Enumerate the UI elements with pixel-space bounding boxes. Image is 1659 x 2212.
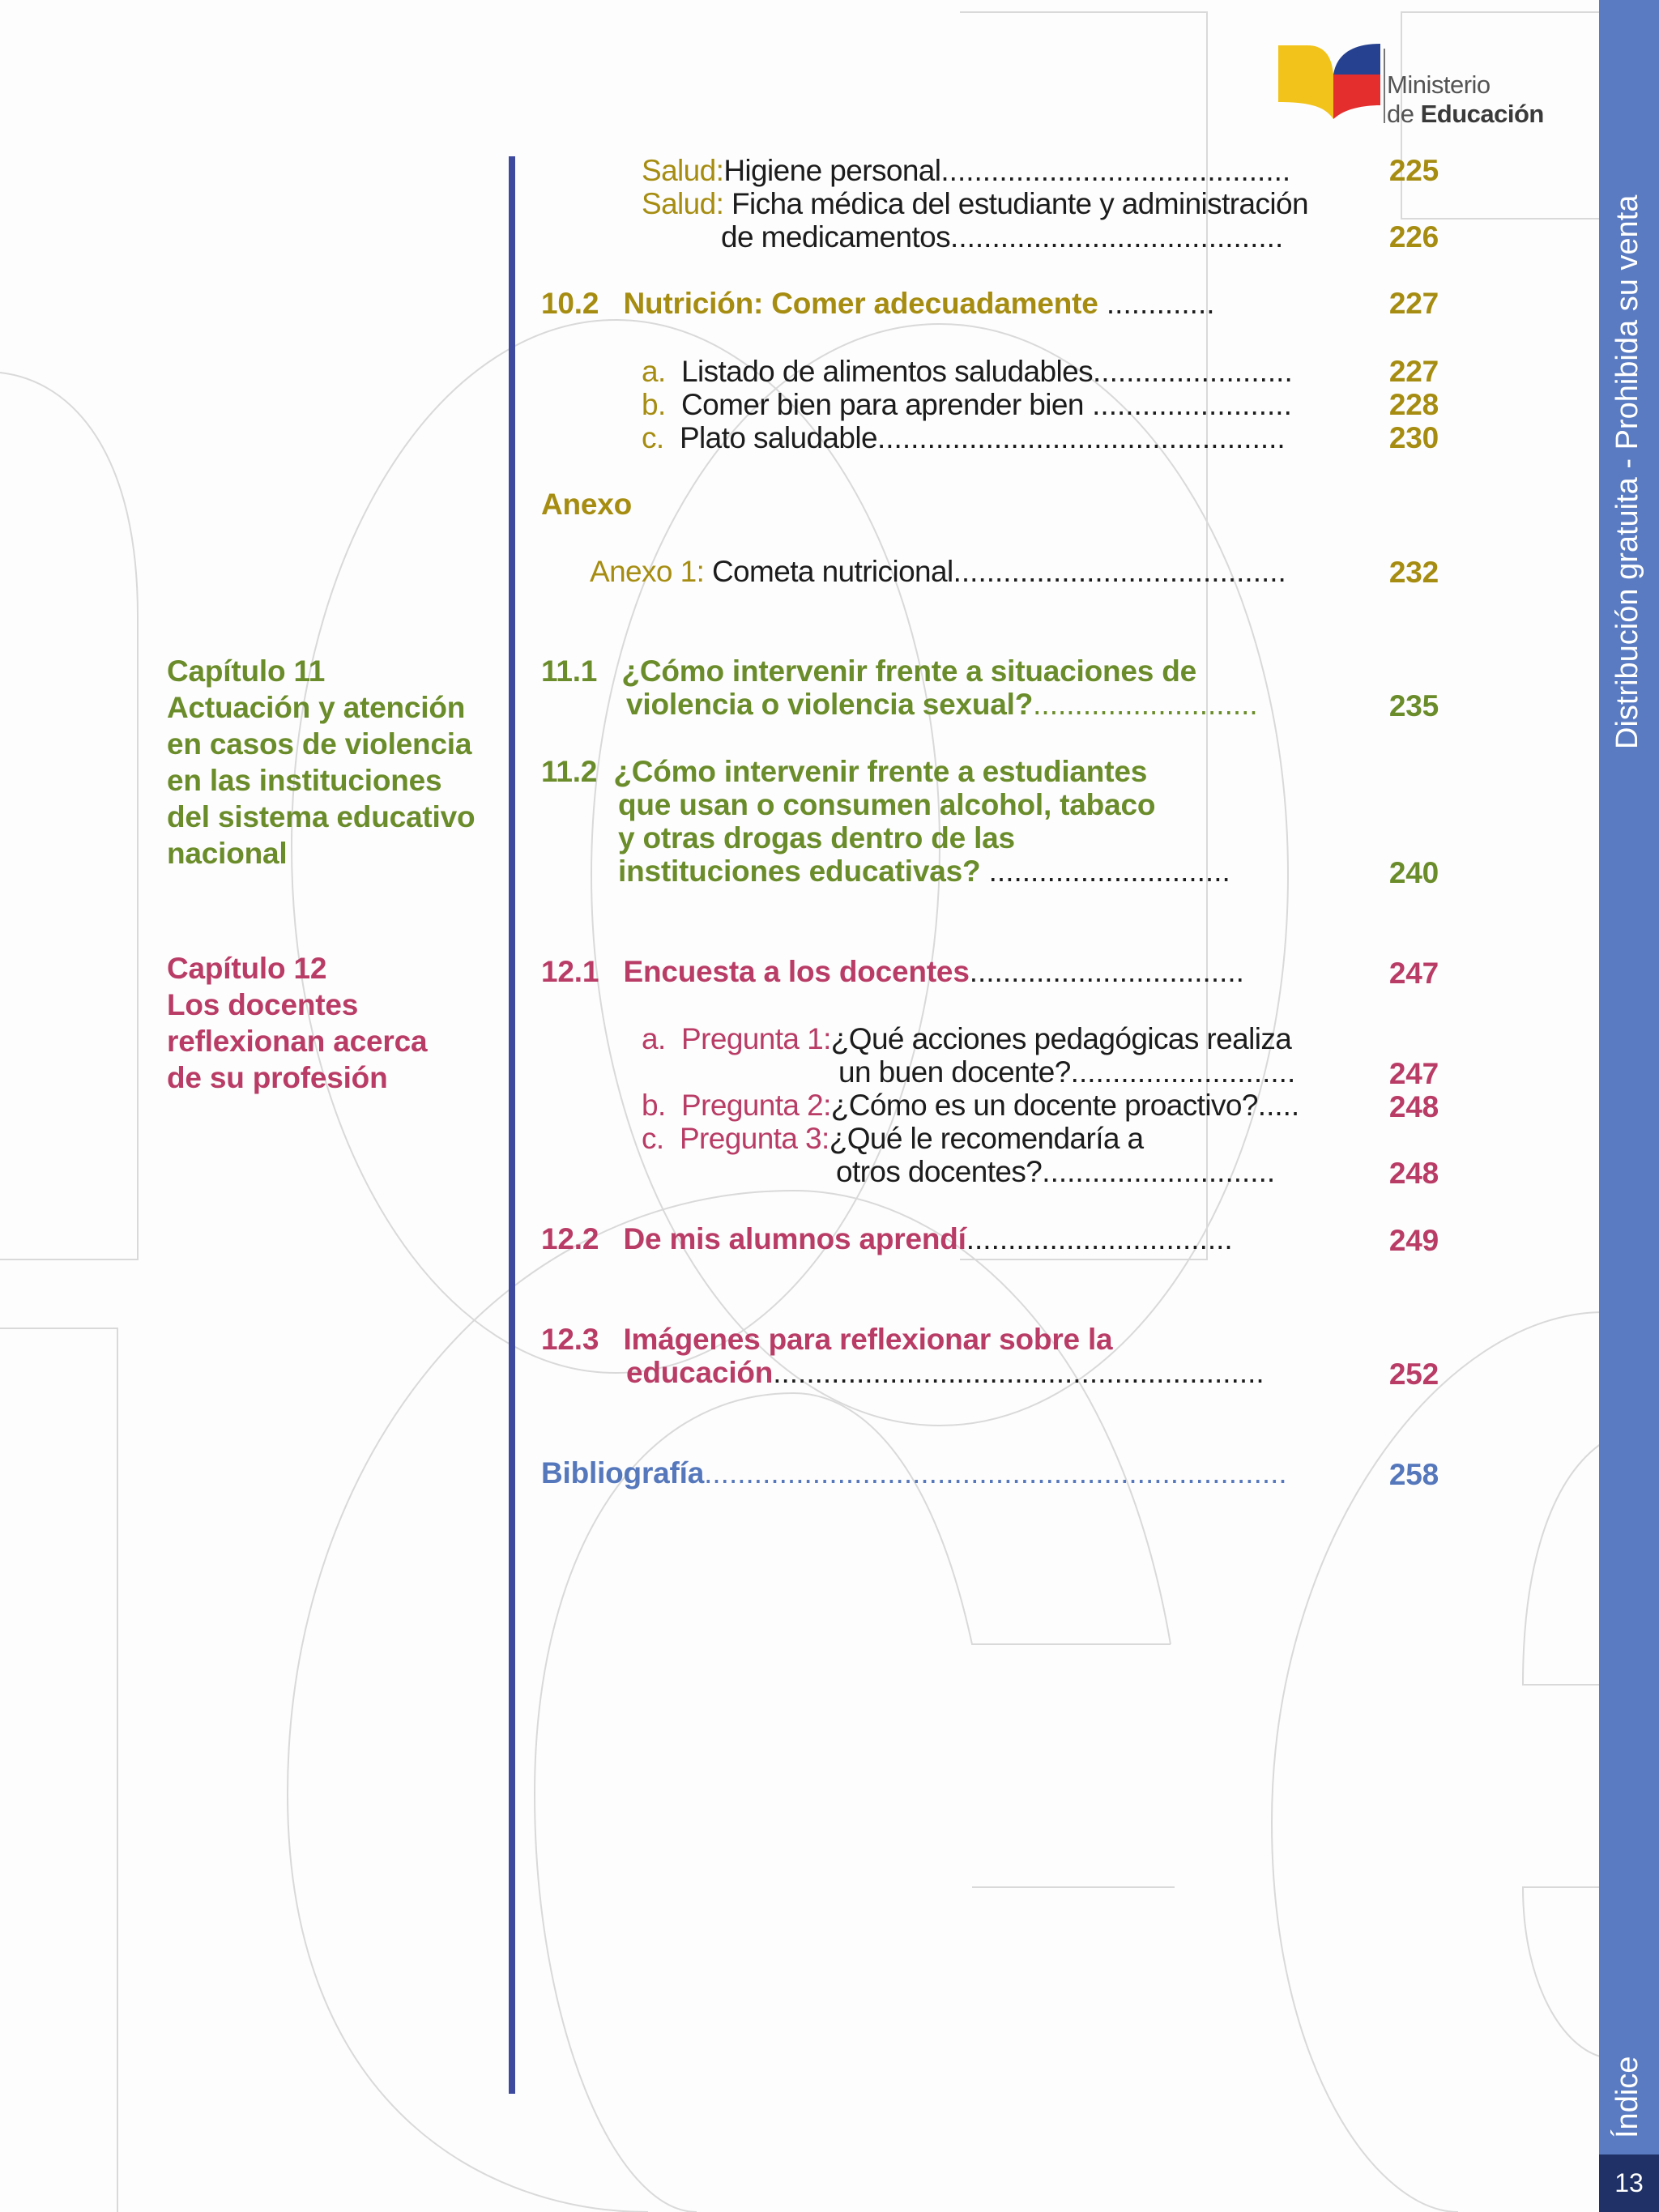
section-number: 10.2 [541,287,599,320]
toc-section-11-1-cont [626,688,1258,722]
section-title: Encuesta a los docentes [623,955,970,988]
entry-dots: ............................ [1042,1155,1276,1188]
toc-section-12-2[interactable] [541,1222,1233,1256]
toc-section-11-1[interactable] [541,654,1196,688]
entry-dots: ............................. [980,855,1230,888]
chapter-line: Los docentes [167,988,359,1021]
entry-letter: b. [642,388,666,421]
entry-text: ¿Qué acciones pedagógicas realiza [830,1022,1292,1055]
section-number: 11.1 [541,654,598,688]
toc-entry-plato-saludable[interactable] [642,421,1286,455]
entry-dots: ........................................ [953,555,1286,588]
entry-letter: b. [642,1089,666,1122]
logo-text [1387,70,1544,129]
page-ref-247b: 247 [1388,1057,1439,1090]
chapter-line: Actuación y atención [167,691,466,724]
entry-label: Pregunta 1: [681,1022,831,1055]
chapter-line: reflexionan acerca [167,1025,428,1058]
section-title: ¿Cómo intervenir frente a estudiantes [613,755,1148,788]
entry-letter: a. [642,1022,666,1055]
logo-divider-line [1384,49,1385,123]
section-title: Bibliografía [541,1456,705,1490]
toc-entry-pregunta-3-cont [836,1155,1275,1189]
toc-entry-pregunta-3[interactable] [642,1122,1144,1156]
entry-letter: c. [642,1122,664,1155]
page-ref-228: 228 [1388,388,1439,421]
entry-text: Higiene personal [723,154,941,187]
toc-entry-pregunta-1-cont [838,1055,1295,1089]
toc-entry-salud-ficha-cont [721,220,1283,254]
entry-dots: ........................................ [950,220,1284,254]
chapter-line: en las instituciones [167,764,442,797]
toc-section-12-3[interactable] [541,1323,1112,1357]
page-ref-258: 258 [1388,1458,1439,1491]
toc-entry-pregunta-2[interactable] [642,1089,1299,1123]
toc-section-10-2[interactable] [541,287,1215,321]
entry-dots: ........................... [1033,688,1258,721]
toc-section-11-2-line2: que usan o consumen alcohol, tabaco [618,788,1156,821]
page-ref-247: 247 [1388,957,1439,990]
page-ref-227: 227 [1388,287,1439,320]
page-number: 13 [1614,2168,1644,2197]
section-number: 12.1 [541,955,599,988]
chapter-11-title [167,653,475,872]
toc-section-12-3-cont [626,1356,1265,1390]
entry-dots: ..... [1257,1089,1300,1122]
page-ref-230: 230 [1388,421,1439,454]
toc-bibliografia[interactable] [541,1456,1287,1490]
section-number: 12.2 [541,1222,599,1255]
entry-dots: ........................ [1083,388,1292,421]
section-number: 11.2 [541,755,598,788]
toc-section-11-2-line3: y otras drogas dentro de las [618,821,1015,855]
section-number: 12.3 [541,1323,599,1356]
entry-dots: ............. [1098,287,1215,320]
entry-label: Pregunta 3: [679,1122,830,1155]
chapter-line: del sistema educativo [167,800,476,833]
logo-prefix: de [1387,100,1421,128]
entry-dots: ........................ [1093,355,1293,388]
entry-text: Plato saludable [679,421,877,454]
toc-section-11-2-line4 [618,855,1230,889]
chapter-line: nacional [167,837,288,870]
chapter-line: de su profesión [167,1061,388,1094]
entry-label: Pregunta 2: [681,1089,831,1122]
entry-dots: ........................................................... [773,1356,1265,1389]
page-ref-252: 252 [1388,1357,1439,1391]
entry-dots: ................................. [969,955,1244,988]
section-title: De mis alumnos aprendí [623,1222,966,1255]
chapter-line: Capítulo 11 [167,654,326,688]
entry-text: un buen docente? [838,1055,1071,1089]
section-title: ¿Cómo intervenir frente a situaciones de [621,654,1196,688]
chapter-line: Capítulo 12 [167,952,327,985]
page-ref-235: 235 [1388,689,1439,722]
entry-dots: ................................ [966,1222,1233,1255]
page-ref-225: 225 [1388,154,1439,187]
section-title: violencia o violencia sexual? [626,688,1034,721]
entry-text: ¿Cómo es un docente proactivo? [830,1089,1258,1122]
toc-entry-salud-ficha[interactable] [642,187,1308,221]
page-ref-248: 248 [1388,1090,1439,1123]
section-title: instituciones educativas? [618,855,981,888]
logo-line-educacion [1387,100,1544,129]
sidebar-section-label: Índice [1610,2056,1644,2138]
page-ref-240: 240 [1388,856,1439,889]
toc-entry-pregunta-1[interactable] [642,1022,1291,1056]
section-title: educación [626,1356,774,1389]
chapter-line: en casos de violencia [167,727,472,761]
entry-text: Comer bien para aprender bien [681,388,1084,421]
toc-section-11-2[interactable] [541,755,1147,789]
entry-text: otros docentes? [836,1155,1043,1188]
entry-label: Salud: [642,187,724,220]
entry-label: Salud: [642,154,724,187]
entry-text: Listado de alimentos saludables [681,355,1094,388]
vertical-divider [509,156,515,2094]
entry-dots: ...................................................................... [704,1456,1287,1490]
chapter-12-title [167,950,427,1096]
toc-entry-listado-alimentos[interactable] [642,355,1293,389]
ministerio-logo-icon [1278,42,1380,119]
page-ref-227b: 227 [1388,355,1439,388]
page-ref-249: 249 [1388,1224,1439,1257]
entry-text: Ficha médica del estudiante y administración [731,187,1308,220]
toc-entry-anexo-1[interactable] [590,555,1286,589]
entry-letter: a. [642,355,666,388]
sidebar-distribution-text: Distribución gratuita - Prohibida su venta [1610,194,1644,749]
toc-entry-salud-higiene[interactable] [642,154,1290,188]
entry-text: ¿Qué le recomendaría a [829,1122,1144,1155]
toc-entry-comer-bien[interactable] [642,388,1292,422]
entry-dots: ................................................. [877,421,1286,454]
entry-dots: .......................................... [940,154,1291,187]
logo-bold-word: Educación [1420,100,1544,128]
page-ref-226: 226 [1388,220,1439,254]
toc-section-12-1[interactable] [541,955,1244,989]
logo-line-ministerio: Ministerio [1387,70,1491,99]
page-ref-248b: 248 [1388,1157,1439,1190]
entry-letter: c. [642,421,664,454]
section-title: Imágenes para reflexionar sobre la [623,1323,1113,1356]
page-ref-232: 232 [1388,556,1439,589]
entry-text: Cometa nutricional [711,555,953,588]
entry-label: Anexo 1: [590,555,705,588]
entry-text: de medicamentos [721,220,951,254]
toc-heading-anexo[interactable]: Anexo [541,488,633,521]
entry-dots: ........................... [1070,1055,1296,1089]
section-title: Nutrición: Comer adecuadamente [623,287,1098,320]
